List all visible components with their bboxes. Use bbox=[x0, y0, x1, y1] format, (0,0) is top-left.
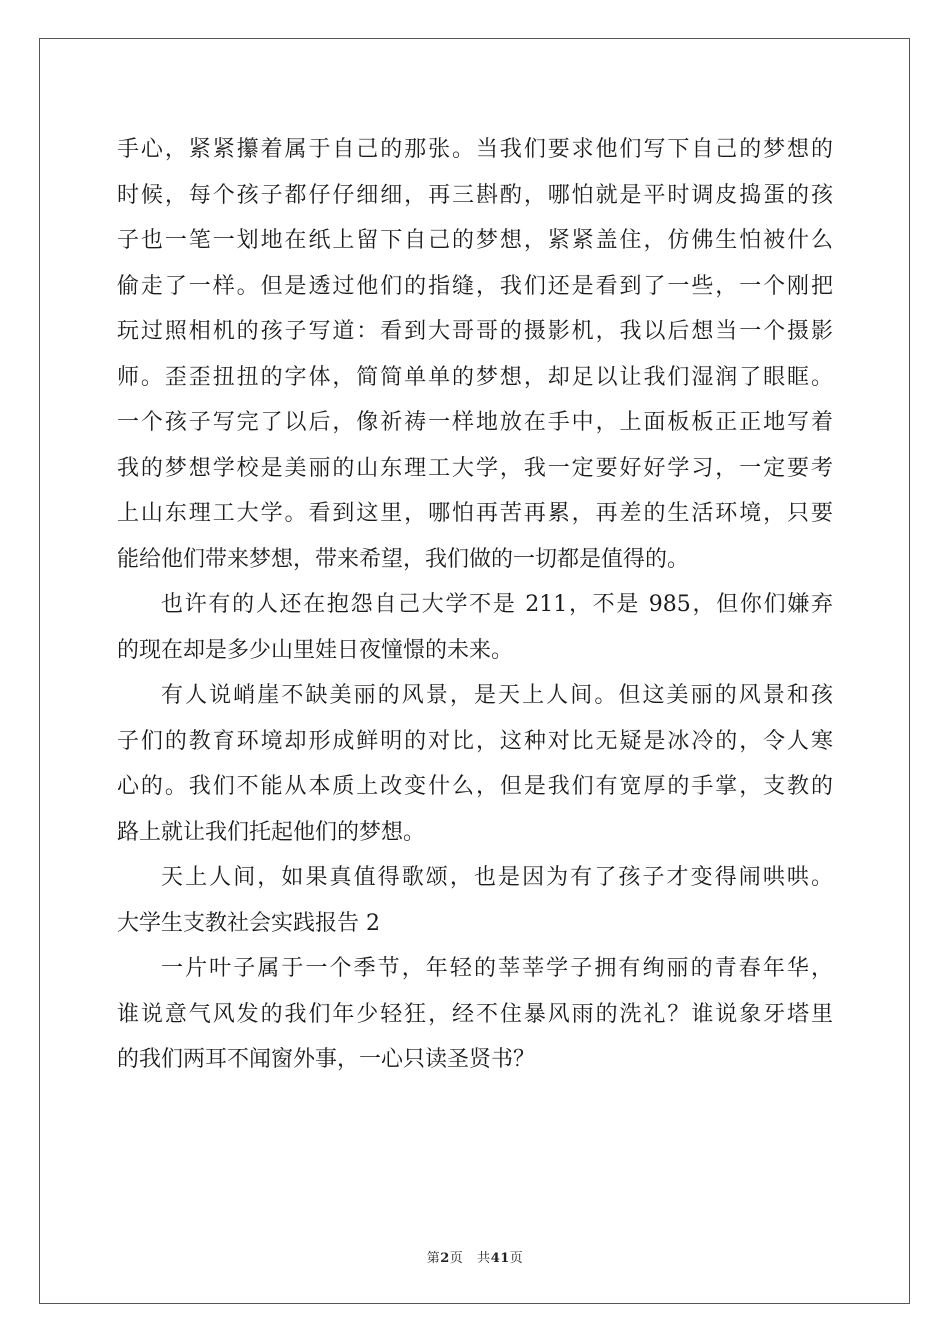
text-line: 手心，紧紧攥着属于自己的那张。当我们要求他们写下自己的梦想的 bbox=[117, 137, 833, 162]
total-suffix: 页 bbox=[509, 1251, 524, 1266]
total-pages: 41 bbox=[490, 1251, 510, 1266]
total-prefix: 共 bbox=[477, 1251, 491, 1266]
section-heading: 大学生支教社会实践报告 2 bbox=[117, 910, 380, 936]
page-number: 2 bbox=[440, 1251, 450, 1266]
text-line: 路上就让我们托起他们的梦想。 bbox=[117, 819, 426, 845]
text-line: 上山东理工大学。看到这里，哪怕再苦再累，再差的生活环境，只要 bbox=[117, 501, 833, 526]
text-line: 玩过照相机的孩子写道：看到大哥哥的摄影机，我以后想当一个摄影 bbox=[117, 319, 833, 344]
text-line: 子们的教育环境却形成鲜明的对比，这种对比无疑是冰冷的，令人寒 bbox=[117, 728, 833, 754]
text-line: 一片叶子属于一个季节，年轻的莘莘学子拥有绚丽的青春年华， bbox=[161, 956, 833, 981]
text-line: 有人说峭崖不缺美丽的风景，是天上人间。但这美丽的风景和孩 bbox=[161, 683, 833, 708]
text-line: 也许有的人还在抱怨自己大学不是 211，不是 985，但你们嫌弃 bbox=[161, 592, 833, 617]
text-line: 的我们两耳不闻窗外事，一心只读圣贤书？ bbox=[117, 1047, 536, 1072]
text-line: 的现在却是多少山里娃日夜憧憬的未来。 bbox=[117, 637, 514, 663]
page-suffix: 页 bbox=[449, 1251, 464, 1266]
text-line: 偷走了一样。但是透过他们的指缝，我们还是看到了一些，一个刚把 bbox=[117, 273, 833, 299]
text-line: 一个孩子写完了以后，像祈祷一样地放在手中，上面板板正正地写着 bbox=[117, 410, 833, 435]
text-line: 时候，每个孩子都仔仔细细，再三斟酌，哪怕就是平时调皮捣蛋的孩 bbox=[117, 182, 833, 208]
text-line: 谁说意气风发的我们年少轻狂，经不住暴风雨的洗礼？谁说象牙塔里 bbox=[117, 1001, 833, 1027]
text-line: 我的梦想学校是美丽的山东理工大学，我一定要好好学习，一定要考 bbox=[117, 455, 833, 481]
text-line: 师。歪歪扭扭的字体，简简单单的梦想，却足以让我们湿润了眼眶。 bbox=[117, 364, 833, 390]
document-body bbox=[117, 127, 833, 1083]
text-line: 天上人间，如果真值得歌颂，也是因为有了孩子才变得闹哄哄。 bbox=[161, 865, 833, 890]
page-prefix: 第 bbox=[426, 1251, 441, 1266]
text-line: 能给他们带来梦想，带来希望，我们做的一切都是值得的。 bbox=[117, 546, 690, 572]
page-footer bbox=[0, 1247, 950, 1266]
text-line: 子也一笔一划地在纸上留下自己的梦想，紧紧盖住，仿佛生怕被什么 bbox=[117, 228, 833, 253]
text-line: 心的。我们不能从本质上改变什么，但是我们有宽厚的手掌，支教的 bbox=[117, 774, 833, 799]
